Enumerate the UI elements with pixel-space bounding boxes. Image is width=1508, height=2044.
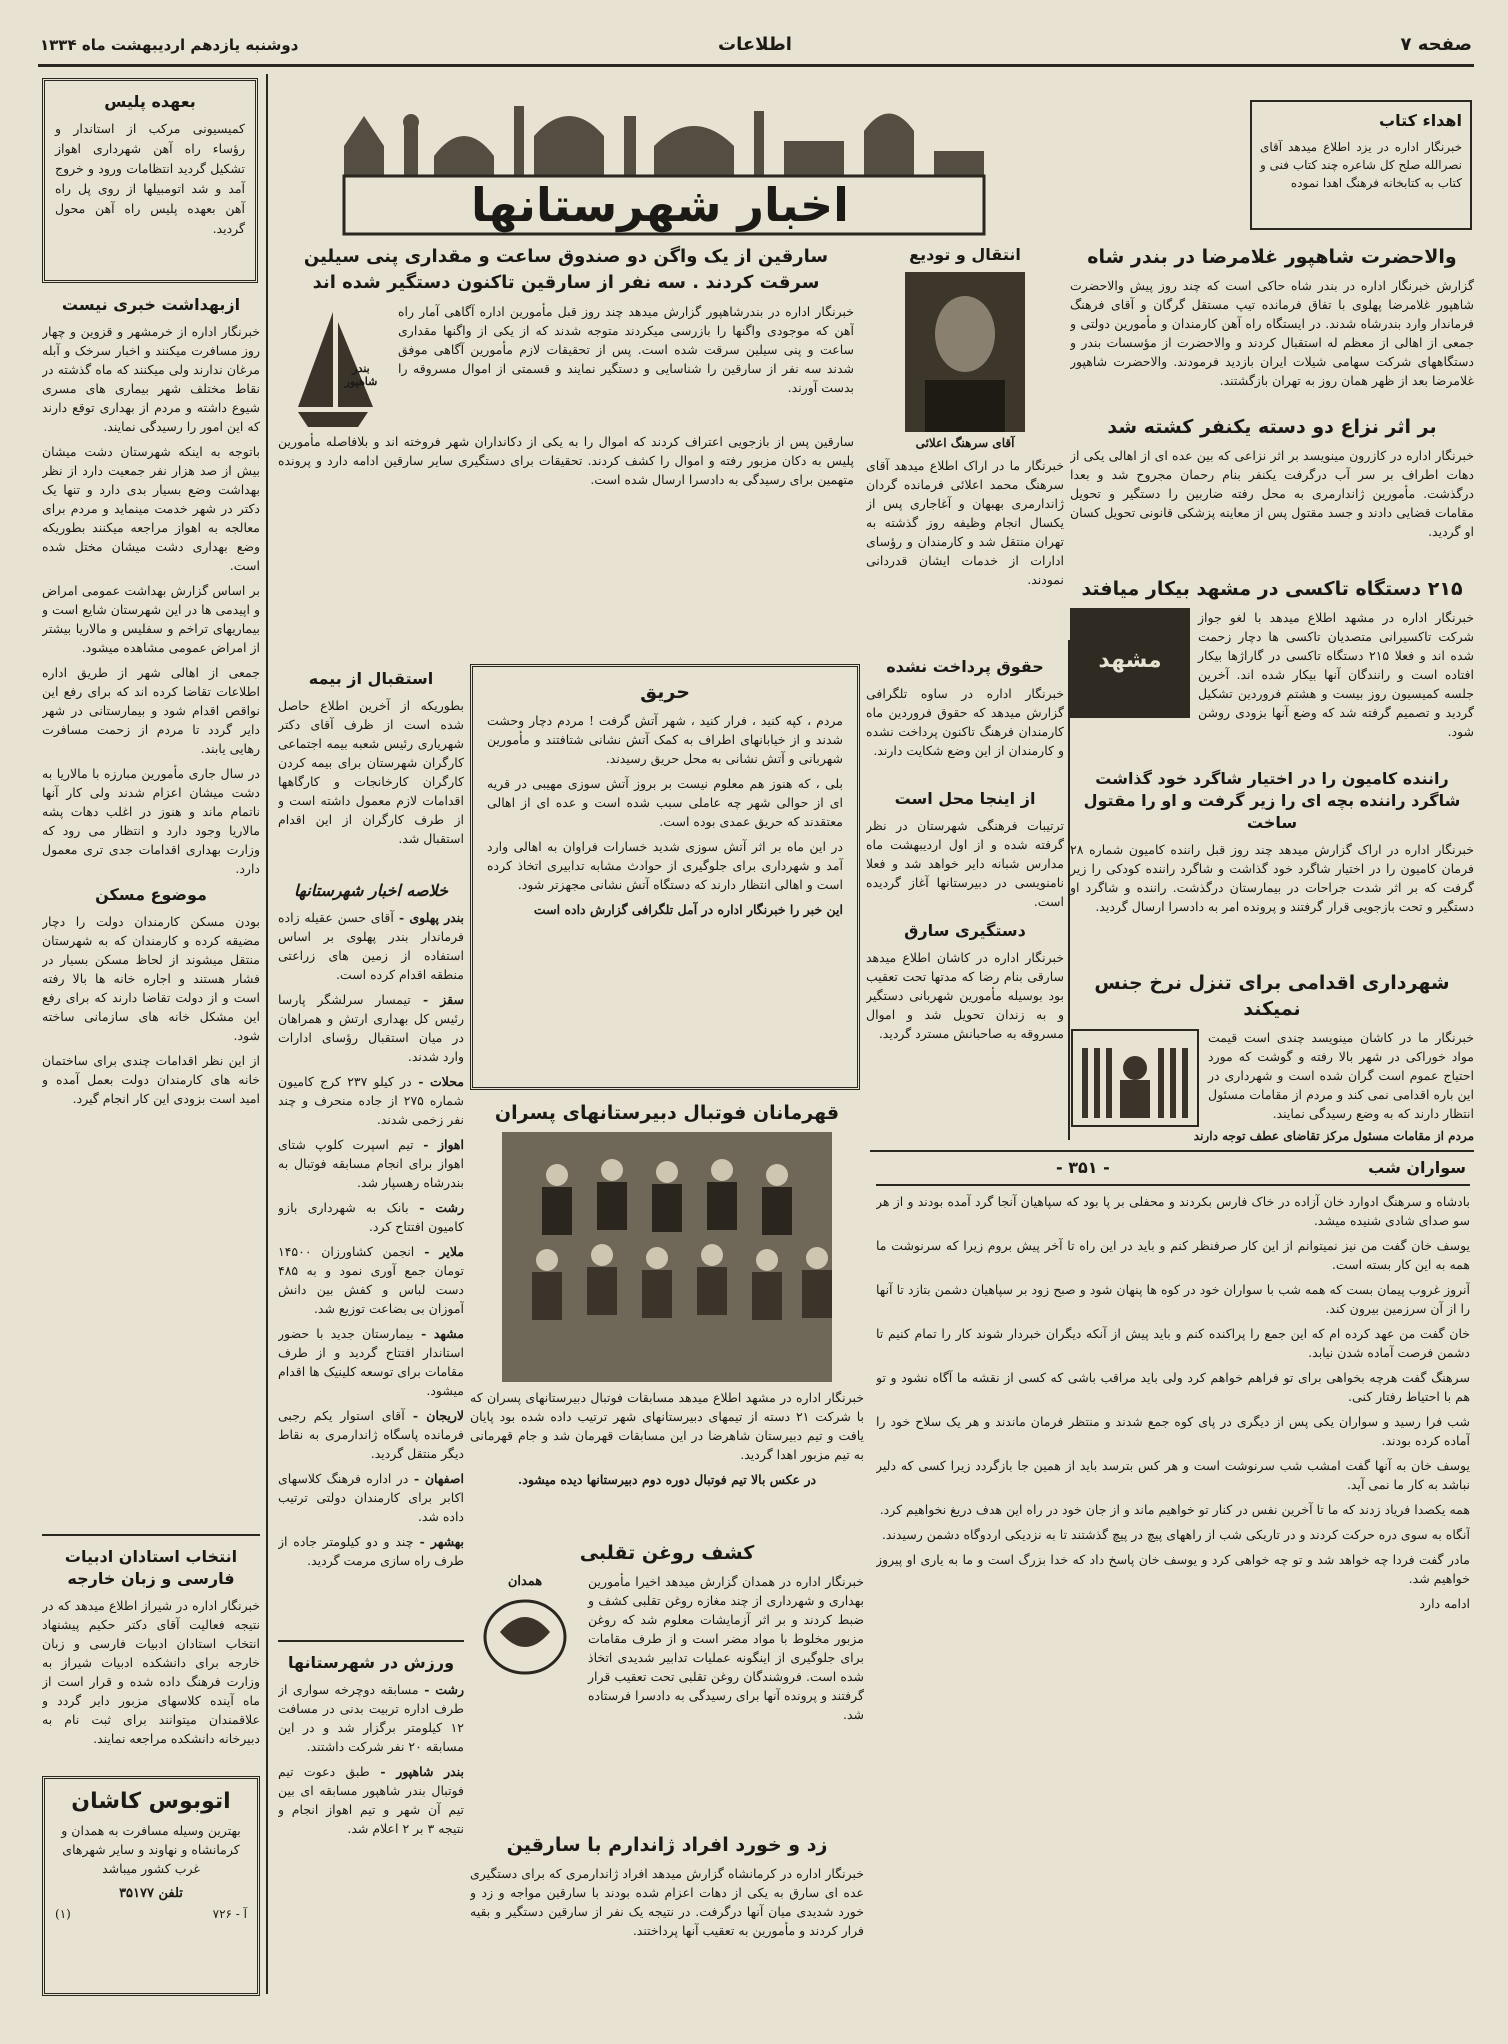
obituary-article xyxy=(866,240,1064,650)
serial-header xyxy=(876,1156,1470,1186)
literature-body: خبرنگار اداره در شیراز اطلاع میدهد که در نتیجه فعالیت آقای دکتر حکیم پیشنهاد انتخاب استادان ادبیات فارسی و زبان خارجه برای دانشکده ادبیات شیراز به وزارت فرهنگ داده شده و قرار است از ماه آینده کلاسهای مزبور دایر گردد و علاقمندان میتوانند برای ثبت نام به دبیرخانه دانشکده مراجعه نمایند. xyxy=(42,1598,260,1746)
player-figure xyxy=(707,1159,737,1230)
arrest-article xyxy=(866,916,1064,1070)
page-number: صفحه ۷ xyxy=(1400,34,1472,55)
serial-title: سواران شب xyxy=(1368,1158,1466,1177)
advert-title: اتوبوس کاشان xyxy=(71,1789,231,1814)
summary-text: تیم اسپرت کلوپ شتای اهواز برای انجام مسابقه فوتبال به بندرشاه رهسپار شد. xyxy=(278,1137,464,1190)
thieves-title: سارقین از یک واگن دو صندوق ساعت و مقداری پنی سیلین سرقت کردند . سه نفر از سارقین تاکنون دستگیر شده اند xyxy=(303,246,829,293)
summary-item xyxy=(278,1072,464,1129)
obituary-body: خبرنگار ما در اراک اطلاع میدهد آقای سرهنگ محمد اعلائی فرمانده گردان ژاندارمری بهبهان و آغاجاری پس از یکسال انجام وظیفه روز گذشته به تهران منتقل شد و کارمندان و رؤسای ادارات از خدمات ایشان قدردانی نمودند. xyxy=(866,458,1064,587)
sports-list xyxy=(278,1680,464,1838)
serial-body xyxy=(876,1192,1470,1998)
advert-box xyxy=(42,1776,260,1996)
taxi-article xyxy=(1070,572,1474,762)
player-figure xyxy=(542,1164,572,1235)
taxi-image xyxy=(1070,608,1190,718)
police-title: بعهده پلیس xyxy=(104,92,196,111)
serial-paragraph: مادر گفت فردا چه خواهد شد و تو چه خواهی کرد و یوسف خان پاسخ داد که خدا بزرگ است و ما به یاری او پیروز خواهیم شد. xyxy=(876,1552,1470,1586)
summary-place: لاریجان - xyxy=(404,1408,464,1423)
issue-date: دوشنبه یازدهم اردیبهشت ماه ۱۳۳۴ xyxy=(40,36,299,54)
summary-place: مشهد - xyxy=(413,1326,464,1341)
summary-text: در کیلو ۲۳۷ کرج کامیون شماره ۲۷۵ از جاده منحرف و چند نفر زخمی شدند. xyxy=(278,1074,464,1127)
left-article-body: باتوجه به اینکه شهرستان دشت میشان بیش از صد هزار نفر جمعیت دارد از نظر بهداشت وضع بسیار بدی دارد و تنها یک دکتر در شهر خدمت مینماید و مردم برای معالجه به اهواز مراجعه میکنند بطوریکه وضع بهداری دشت میشان مختل شده است. xyxy=(42,444,260,573)
advert-ref: آ - ۷۲۶ xyxy=(212,1907,247,1921)
summary-text: تیمسار سرلشگر پارسا رئیس کل بهداری ارتش و همراهان در میان استقبال رؤسای ادارات وارد شدند. xyxy=(278,992,464,1064)
literature-title: انتخاب استادان ادبیات فارسی و زبان خارجه xyxy=(64,1547,238,1588)
serial-number: - ۳۵۱ - xyxy=(1056,1158,1110,1177)
king-body: گزارش خبرنگار اداره در بندر شاه حاکی است که چند روز پیش والاحضرت شاهپور غلامرضا پهلوی با تفاق فرمانده تیپ مستقل گرگان و آقای فرهنگ فرماندار وارد بندرشاه شدند. در ایستگاه راه آهن کارمندان و مأمورین دولتی و جمعی از اهالی از معظم له استقبال کردند و والاحضرت از مؤسسات بندر و دستگاههای شرکت سهامی شیلات ایران بازدید فرمودند. والاحضرت شاهپور غلامرضا بعد از ظهر همان روز به تهران بازگشتند. xyxy=(1070,278,1474,388)
municipality-title: شهرداری اقدامی برای تنزل نرخ جنس نمیکند xyxy=(1094,972,1450,1020)
fire-p3: در این ماه بر اثر آتش سوزی شدید خسارات فراوان به اهالی وارد آمد و شهرداری برای جلوگیری از حوادث مشابه تدابیری اتخاذ کرده است و اهالی انتظار دارند که دستگاه آتش نشانی مجهزتر شود. xyxy=(487,839,843,892)
summary-text: در اداره فرهنگ کلاسهای اکابر برای کارمندان دولتی ترتیب داده شد. xyxy=(278,1471,464,1524)
left-column xyxy=(42,290,260,1530)
player-figure xyxy=(532,1249,562,1320)
summary-title: خلاصه اخبار شهرستانها xyxy=(294,881,448,900)
summary-place: رشت - xyxy=(408,1200,464,1215)
driver-article xyxy=(1070,764,1474,964)
insurance-title: استقبال از بیمه xyxy=(308,669,434,688)
dispute-body: خبرنگار اداره در کازرون مینویسد بر اثر نزاعی که بین عده ای از اهالی یکی از دهات اطراف بر سر آب درگرفت یکنفر بنام رحمان مجروح شد و بعدا درگذشت. مأمورین ژاندارمری به محل رفته ضاربین را دستگیر و تحویل مقامات قضایی دادند و جسد مقتول پس از معاینه پزشکی قانونی تحویل کسان او گردید. xyxy=(1070,448,1474,539)
left-article-body: از این نظر اقدامات چندی برای ساختمان خانه های کارمندان دولت بعمل آمده و امید است بزودی این کار انجام گیرد. xyxy=(42,1053,260,1106)
insurance-body: بطوریکه از آخرین اطلاع حاصل شده است از ظرف آقای دکتر شهریاری رئیس شعبه بیمه اجتماعی کارگران شهرستان برای بیمه کردن کارگران کارخانجات و کارگاهها اقدامات لازم معمول داشته است و از طرف کارگران از این اقدام استقبال شد. xyxy=(278,698,464,846)
arrest-body: خبرنگار اداره در کاشان اطلاع میدهد سارقی بنام رضا که مدتها تحت تعقیب بود بوسیله مأمورین شهربانی دستگیر و به زندان تحویل شد و اموال مسروقه به صاحبانش مسترد گردید. xyxy=(866,950,1064,1041)
unpaid-body: خبرنگار اداره در ساوه تلگرافی گزارش میدهد که حقوق فروردین ماه کارمندان فرهنگ تاکنون پرداخت نشده و کارمندان از این وضع شکایت دارند. xyxy=(866,686,1064,758)
summary-text: بیمارستان جدید با حضور استاندار افتتاح گردید و از طرف مقامات برای توسعه کلینیک ها اقدام میشود. xyxy=(278,1326,464,1398)
municipality-body: خبرنگار ما در کاشان مینویسد چندی است قیمت مواد خوراکی در شهر بالا رفته و گوشت که مورد احتیاج عموم است گران شده است و شهرداری در این باره اقدامی نمی کند و مردم از مقامات مسئول انتظار دارند که به وضع رسیدگی نمایند. xyxy=(1208,1030,1474,1121)
serial-paragraph: آنروز غروب پیمان بست که همه شب با سواران خود در کوه ها پنهان شود و صبح زود بر سپاهیان دشمن بتازد تا آنها را از آن سرزمین بیرون کند. xyxy=(876,1282,1470,1316)
player-figure xyxy=(597,1159,627,1230)
clash-body: خبرنگار اداره در کرمانشاه گزارش میدهد افراد ژاندارمری که برای دستگیری عده ای سارق به یکی از دهات اعزام شده بودند با سارقین مواجه و زد و خورد شدیدی میان آنها درگرفت. در نتیجه یک نفر از سارقین دستگیر و بقیه فرار کردند و مأمورین به تعقیب آنها پرداختند. xyxy=(470,1866,864,1938)
header-rule xyxy=(38,64,1474,67)
sports-place: رشت - xyxy=(418,1682,464,1697)
serial-paragraph: یوسف خان گفت من نیز نمیتوانم از این کار صرفنظر کنم و باید در این راه تا آخر پیش بروم زیرا که سرنوشت ما همه به این کار بسته است. xyxy=(876,1238,1470,1272)
sports-title: ورزش در شهرستانها xyxy=(287,1653,455,1672)
summary-text: آقای استوار یکم رجبی فرمانده پاسگاه ژاندارمری به نقاط دیگر منتقل گردید. xyxy=(278,1408,464,1461)
education-body: ترتیبات فرهنگی شهرستان در نظر گرفته شده و از اول اردیبهشت ماه مدارس شبانه دایر خواهد شد و فعلا نامنویسی در دبیرستانها آغاز گردیده است. xyxy=(866,818,1064,909)
serial-paragraph: یوسف خان به آنها گفت امشب شب سرنوشت است و هر کس بترسد باید از همین جا بازگردد زیرا کسی که دلیر نباشد به کار ما نمی آید. xyxy=(876,1458,1470,1492)
taxi-title: ۲۱۵ دستگاه تاکسی در مشهد بیکار میافتد xyxy=(1081,578,1463,600)
serial-paragraph: آنگاه به سوی دره حرکت کردند و در تاریکی شب از راههای پیچ در پیچ گذشتند تا به نزدیکی اردوگاه دشمن رسیدند. xyxy=(881,1527,1470,1542)
oil-article xyxy=(470,1536,864,1826)
newspaper-name: اطلاعات xyxy=(718,34,792,55)
thieves-body-2: سارقین پس از بازجویی اعتراف کردند که اموال را به یکی از دکانداران شهر فروخته اند و بلافاصله مأمورین پلیس به دکان مزبور رفته و اموال را کشف کردند. تحقیقات برای دستگیری سایر سارقین ادامه دارد و پرونده متهمین برای رسیدگی به دادسرا ارسال شده است. xyxy=(278,434,854,487)
player-figure xyxy=(697,1244,727,1315)
summary-list xyxy=(278,908,464,1570)
serial-paragraph: سرهنگ گفت هرچه بخواهی برای تو فراهم خواهم کرد ولی باید مراقب باشی که کسی از نقشه ما آگاه نشود و تو هم با احتیاط رفتار کنی. xyxy=(876,1370,1470,1404)
gift-book-body: خبرنگار اداره در یزد اطلاع میدهد آقای نصرالله صلح کل شاعره چند کتاب فنی و کتاب به کتابخانه فرهنگ اهدا نموده xyxy=(1260,140,1462,190)
thieves-article xyxy=(278,240,854,654)
summary-place: محلات - xyxy=(411,1074,464,1089)
taxi-image-caption: مشهد xyxy=(1098,648,1162,673)
oil-body: خبرنگار اداره در همدان گزارش میدهد اخیرا مأمورین بهداری و شهرداری از چند مغازه روغن تقلبی کشف و ضبط کردند و بر اثر آزمایشات معلوم شد که روغن مزبور مخلوط با مواد مضر است و از طرف مقامات برای جلوگیری از اینگونه عملیات تدابیر شدیدی اتخاذ شده است. فروشندگان روغن تقلبی تحت تعقیب قرار گرفتند و پرونده آنها برای رسیدگی به دادسرا فرستاده شد. xyxy=(588,1574,864,1722)
gift-book-box xyxy=(1250,100,1472,230)
serial-paragraph: بادشاه و سرهنگ ادوارد خان آزاده در خاک فارس بکردند و محفلی بر پا بود که سپاهیان آنجا گرد آمده بودند و از هر سو صدای شادی شنیده میشد. xyxy=(876,1194,1470,1228)
summary-text: آقای حسن عقیله زاده فرماندار بندر پهلوی بر اساس استفاده از زمین های زراعتی منطقه اقدام کرده است. xyxy=(278,910,464,982)
banner-title: اخبار شهرستانها xyxy=(471,178,849,232)
clash-title: زد و خورد افراد ژاندارم با سارقین xyxy=(506,1834,828,1856)
summary-item xyxy=(278,1406,464,1463)
summary-item xyxy=(278,990,464,1066)
municipality-image xyxy=(1070,1028,1200,1128)
education-title: از اینجا محل است xyxy=(894,789,1036,808)
municipality-article xyxy=(1070,966,1474,1156)
clash-article xyxy=(470,1828,864,1998)
unpaid-title: حقوق پرداخت نشده xyxy=(886,657,1044,676)
left-article-body: بر اساس گزارش بهداشت عمومی امراض و اپیدمی ها در این شهرستان شایع است و بیماریهای تراخم و سفلیس و مالاریا بیشتر از امراض عمومی مشاهده میشود. xyxy=(42,583,260,655)
summary-text: بانک به شهرداری بازو کامیون افتتاح کرد. xyxy=(278,1200,464,1234)
player-figure xyxy=(802,1247,832,1318)
sports-text: مسابقه دوچرخه سواری از طرف اداره تربیت بدنی در مسافت ۱۲ کیلومتر برگزار شد و در این مسابقه ۲۰ نفر شرکت داشتند. xyxy=(278,1682,464,1754)
summary-text: انجمن کشاورزان ۱۴۵۰۰ تومان جمع آوری نمود و به ۴۸۵ دست لباس و کفش بین دانش آموزان بی بضاعت توزیع شد. xyxy=(278,1244,464,1316)
left-column-rule xyxy=(266,74,268,1994)
obituary-caption: آقای سرهنگ اعلائی xyxy=(915,436,1015,450)
driver-title: راننده کامیون را در اختیار شاگرد خود گذاشت شاگرد راننده بچه ای را زیر گرفت و او را مقتول ساخت xyxy=(1083,769,1461,832)
taxi-body: خبرنگار اداره در مشهد اطلاع میدهد با لغو جواز شرکت تاکسیرانی متصدیان تاکسی ها دچار زحمت شده اند و فعلا ۲۱۵ دستگاه تاکسی در گاراژها بیکار افتاده است و رانندگان آنها بیکار شده اند. آخرین جلسه کمیسیون روز بیست و هشتم فروردین تشکیل گردید و تصمیم گرفته شد که وضع آنها بزودی روشن شود. xyxy=(1198,610,1474,739)
police-box xyxy=(42,78,258,283)
summary-place: اهواز - xyxy=(413,1137,464,1152)
summary-item xyxy=(278,908,464,984)
municipality-footer: مردم از مقامات مسئول مرکز تقاضای عطف توجه دارند xyxy=(1193,1129,1474,1143)
left-article-title: موضوع مسکن xyxy=(95,885,207,904)
literature-box xyxy=(42,1534,260,1770)
sports-text: طبق دعوت تیم فوتبال بندر شاهپور مسابقه ای بین تیم آن شهر و تیم اهواز انجام و نتیجه ۳ بر ۲ اعلام شد. xyxy=(278,1764,464,1836)
summary-item xyxy=(278,1135,464,1192)
advert-body: بهترین وسیله مسافرت به همدان و کرمانشاه و نهاوند و سایر شهرهای غرب کشور میباشد xyxy=(61,1823,241,1876)
advert-count: (۱) xyxy=(55,1907,71,1921)
oil-title: کشف روغن تقلبی xyxy=(579,1542,755,1564)
sports-place: بندر شاهپور - xyxy=(369,1764,464,1779)
king-article xyxy=(1070,240,1474,410)
summary-place: بندر پهلوی - xyxy=(393,910,464,925)
sports-item xyxy=(278,1680,464,1756)
gift-book-title: اهداء کتاب xyxy=(1379,111,1462,130)
summary-place: اصفهان - xyxy=(408,1471,464,1486)
player-figure xyxy=(587,1244,617,1315)
summary-item xyxy=(278,1324,464,1400)
insurance-article xyxy=(278,664,464,874)
football-article xyxy=(470,1096,864,1536)
football-body: خبرنگار اداره در مشهد اطلاع میدهد مسابقات فوتبال دبیرستانهای پسران که با شرکت ۲۱ دسته از تیمهای دبیرستانهای شهر ترتیب داده شده بود پایان یافت و تیم دبیرستان شاهرضا در این مسابقات قهرمان شد و جام قهرمانی به تیم مزبور اهدا گردید. xyxy=(470,1390,864,1462)
summary-item xyxy=(278,1532,464,1570)
left-article-body: خبرنگار اداره از خرمشهر و قزوین و چهار روز مسافرت میکنند و اخبار سرخک و آبله مرغان ندارند ولی میکنند که ماه گذشته در نقاط مختلف شهر بیماری های مسری شیوع داشته و مردم از بهداری توقع دارند که این امور را رسیدگی نمایند. xyxy=(42,324,260,434)
advert-phone: تلفن ۳۵۱۷۷ xyxy=(119,1886,183,1901)
summary-item xyxy=(278,1469,464,1526)
obituary-photo xyxy=(905,272,1025,432)
serial-paragraph: ادامه دارد xyxy=(1419,1596,1470,1611)
thieves-image xyxy=(278,302,388,432)
summary-item xyxy=(278,1242,464,1318)
fire-p2: بلی ، که هنوز هم معلوم نیست بر بروز آتش سوزی مهیبی در قریه ای از حوالی شهر چه عاملی سبب شده است و عده ای از اهالی معتقدند که حریق عمدی بوده است. xyxy=(487,776,843,829)
player-figure xyxy=(752,1249,782,1320)
player-figure xyxy=(652,1161,682,1232)
fire-title: حریق xyxy=(640,681,690,703)
left-article-title: ازبهداشت خبری نیست xyxy=(61,295,241,314)
king-title: والاحضرت شاهپور غلامرضا در بندر شاه xyxy=(1087,246,1457,268)
summary-place: بهشهر - xyxy=(413,1534,464,1549)
arrest-title: دستگیری سارق xyxy=(904,921,1026,940)
sports-box xyxy=(278,1640,464,1996)
player-figure xyxy=(642,1247,672,1318)
thieves-body: خبرنگار اداره در بندرشاهپور گزارش میدهد چند روز قبل مأمورین اداره آگاهی آمار راه آهن که موجودی واگنها را بازرسی میکردند متوجه شدند که از یکی از واگنها مقداری ساعت و پنی سیلین سرقت شده است. پس از تحقیقات لازم مأمورین آگاهی موفق شدند سه نفر از سارقین را شناسایی و دستگیر نمایند و قسمتی از اموال مسروقه را بدست آورند. xyxy=(398,304,854,395)
summary-item xyxy=(278,1198,464,1236)
fire-footer: این خبر را خبرنگار اداره در آمل تلگرافی گزارش داده است xyxy=(533,902,843,917)
driver-body: خبرنگار اداره در اراک گزارش میدهد چند روز قبل راننده کامیون شماره ۲۸ فرمان کامیون را در اختیار شاگرد خود گذاشت و شاگرد راننده کودکی را زیر گرفت که بر اثر شدت جراحات در بیمارستان درگذشت. راننده و شاگرد او دستگیر و تحت بازجویی قرار گرفتند و پرونده امر به دادسرا ارسال گردید. xyxy=(1070,842,1474,914)
left-article-body: بودن مسکن کارمندان دولت را دچار مضیقه کرده و کارمندان که به شهرستان منتقل میشوند از لحاظ مسکن بسیار در فشار هستند و اجاره خانه ها بالا رفته است و از دولت تقاضا دارند که برای رفع این مشکل خانه های سازمانی ساخته شود. xyxy=(42,914,260,1043)
football-caption: در عکس بالا تیم فوتبال دوره دوم دبیرستانها دیده میشود. xyxy=(517,1472,817,1487)
left-article-body: جمعی از اهالی شهر از طریق اداره اطلاعات تقاضا کرده اند که برای رفع این نواقص اقدام شود و بیمارستانی در شهر دایر گردد تا مردم از زحمت مسافرت رهایی یابند. xyxy=(42,665,260,756)
serial-paragraph: خان گفت من عهد کرده ام که این جمع را پراکنده کنم و باید پیش از آنکه دیگران خبردار شوند کار را تمام کنیم تا دشمن فرصت آماده شدن نیابد. xyxy=(876,1326,1470,1360)
sports-item xyxy=(278,1762,464,1838)
fire-p1: مردم ، کپه کنید ، فرار کنید ، شهر آتش گرفت ! مردم دچار وحشت شدند و از خیابانهای اطراف به کمک آتش نشانی شتافتند و مأمورین شهربانی و آتش نشانی به محل حریق رسیدند. xyxy=(487,713,843,766)
fire-box xyxy=(470,664,860,1090)
oil-illustration xyxy=(470,1572,580,1682)
unpaid-article xyxy=(866,652,1064,782)
serial-top-rule xyxy=(870,1150,1474,1152)
dispute-article xyxy=(1070,410,1474,570)
thieves-image-caption: بندر شاهپور xyxy=(344,362,378,388)
summary-place: سقز - xyxy=(410,992,464,1007)
football-title: قهرمانان فوتبال دبیرستانهای پسران xyxy=(494,1102,840,1124)
football-photo xyxy=(502,1132,832,1382)
summary-text: چند و دو کیلومتر جاده از طرف راه سازی مرمت گردید. xyxy=(278,1534,464,1568)
player-figure xyxy=(762,1164,792,1235)
summary-place: ملایر - xyxy=(414,1244,464,1259)
police-body: کمیسیونی مرکب از استاندار و رؤساء راه آهن شهرداری اهواز تشکیل گردید انتظامات ورود و خروج آمد و شد اتومبیلها از روی پل راه آهن بعهده پلیس راه آهن محول گردید. xyxy=(55,121,245,236)
serial-paragraph: شب فرا رسید و سواران یکی پس از دیگری در پای کوه جمع شدند و منتظر فرمان ماندند و هر یک سلاح خود را آماده کرده بودند. xyxy=(876,1414,1470,1448)
oil-badge: همدان xyxy=(507,1574,543,1589)
serial-paragraph: همه یکصدا فریاد زدند که ما تا آخرین نفس در کنار تو خواهیم ماند و از جان خود در راه این هدف دریغ نخواهیم کرد. xyxy=(879,1502,1470,1517)
obituary-title: انتقال و تودیع xyxy=(909,245,1021,264)
dispute-title: بر اثر نزاع دو دسته یکنفر کشته شد xyxy=(1107,416,1437,438)
left-article-body: در سال جاری مأمورین مبارزه با مالاریا به دشت میشان اعزام شدند ولی کار آنها ناتمام ماند و هنوز در اغلب دهات پشه مالاریا وجود دارد و انتظار می رود که وزارت بهداری اقدامات جدی تری معمول دارد. xyxy=(42,766,260,876)
education-article xyxy=(866,784,1064,914)
